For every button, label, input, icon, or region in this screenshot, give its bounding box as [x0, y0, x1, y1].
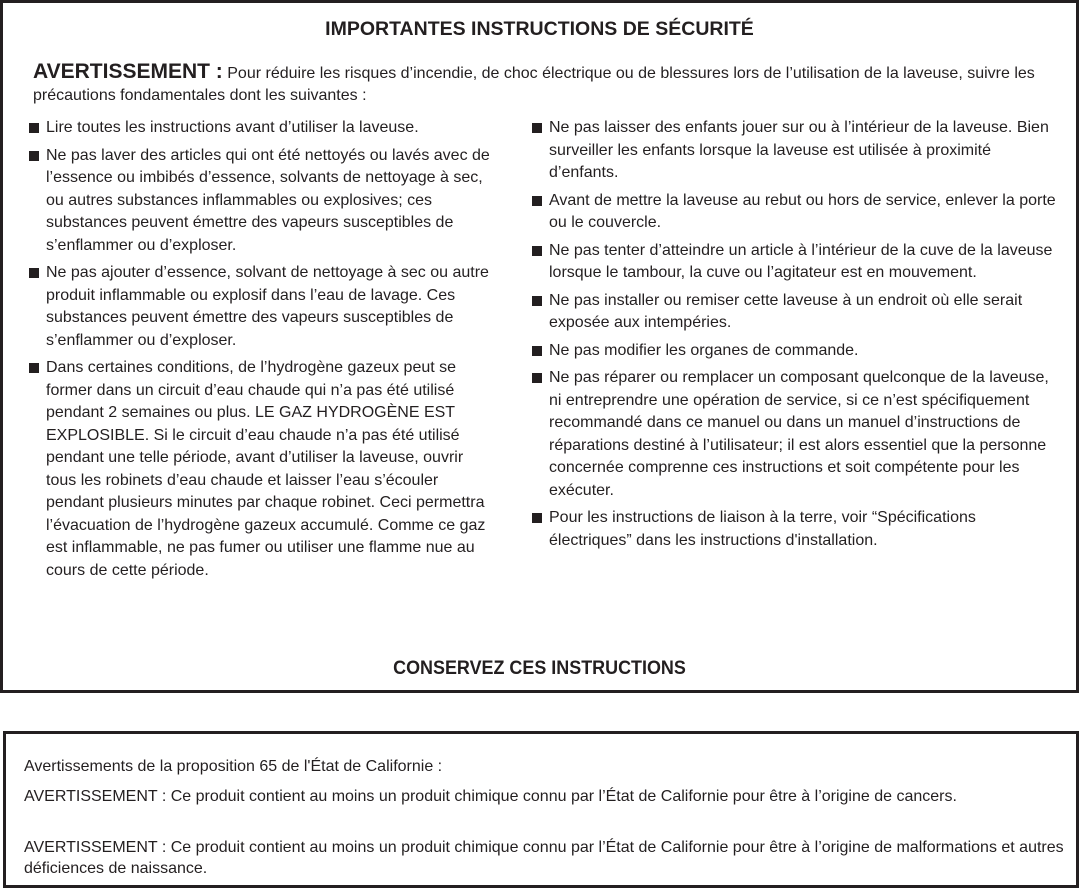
list-item: Pour les instructions de liaison à la terre, voir “Spécifications électriques” dans les instructions d'installation. [530, 507, 1060, 552]
list-item: Ne pas modifier les organes de commande. [530, 340, 1060, 363]
square-bullet-icon [29, 268, 39, 278]
safety-title: IMPORTANTES INSTRUCTIONS DE SÉCURITÉ [325, 18, 754, 40]
square-bullet-icon [532, 513, 542, 523]
square-bullet-icon [29, 363, 39, 373]
square-bullet-icon [532, 123, 542, 133]
list-item: Dans certaines conditions, de l’hydrogène gazeux peut se former dans un circuit d’eau chaude qui n’a pas été utilisé pendant 2 semaines ou plus. LE GAZ HYDROGÈNE EST EXPLOSIBLE. Si le circuit d’eau chaude n’a pas été utilisé pendant une telle période, avant d’utiliser la laveuse, ouvrir tous les robinets d’eau chaude et laisser l’eau s’écouler pendant plusieurs minutes par chaque robinet. Ceci permettra l’évacuation de l’hydrogène gazeux accumulé. Comme ce gaz est inflammable, ne pas fumer ou utiliser une flamme nue au cours de cette période. [27, 357, 497, 582]
square-bullet-icon [532, 296, 542, 306]
list-item: Ne pas installer ou remiser cette laveuse à un endroit où elle serait exposée aux intempéries. [530, 290, 1060, 335]
square-bullet-icon [532, 373, 542, 383]
list-item: Ne pas laisser des enfants jouer sur ou à l’intérieur de la laveuse. Bien surveiller les enfants lorsque la laveuse est utilisée à proximité d’enfants. [530, 117, 1060, 185]
left-column [27, 117, 497, 587]
square-bullet-icon [532, 246, 542, 256]
list-item: Ne pas laver des articles qui ont été nettoyés ou lavés avec de l’essence ou imbibés d’essence, solvants de nettoyage à sec, ou autres substances inflammables ou explosives; ces substances peuvent émettre des vapeurs susceptibles de s’enflammer ou d’exploser. [27, 145, 497, 258]
warning-text: Pour réduire les risques d’incendie, de choc électrique ou de blessures lors de l’utilisation de la laveuse, suivre les précautions fondamentales dont les suivantes : [33, 65, 1035, 104]
square-bullet-icon [532, 196, 542, 206]
square-bullet-icon [29, 151, 39, 161]
list-item: Ne pas tenter d’atteindre un article à l’intérieur de la cuve de la laveuse lorsque le tambour, la cuve ou l’agitateur est en mouvement. [530, 240, 1060, 285]
prop65-warning-box [3, 731, 1079, 888]
right-column [530, 117, 1060, 557]
square-bullet-icon [532, 346, 542, 356]
list-item: Avant de mettre la laveuse au rebut ou hors de service, enlever la porte ou le couvercle. [530, 190, 1060, 235]
list-item: Lire toutes les instructions avant d’utiliser la laveuse. [27, 117, 497, 140]
prop65-heading: Avertissements de la proposition 65 de l'État de Californie : [24, 758, 443, 775]
list-item: Ne pas réparer ou remplacer un composant quelconque de la laveuse, ni entreprendre une opération de service, si ce n’est spécifiquement recommandé dans ce manuel ou dans un manuel d’instructions de réparations destiné à l’utilisateur; il est alors essentiel que la personne concernée comprenne ces instructions et soit compétente pour les exécuter. [530, 367, 1060, 502]
warning-lead: AVERTISSEMENT : [33, 60, 223, 83]
square-bullet-icon [29, 123, 39, 133]
prop65-birth-defects-warning: AVERTISSEMENT : Ce produit contient au moins un produit chimique connu par l’État de Californie pour être à l’origine de malformations et autres déficiences de naissance. [24, 839, 1064, 877]
prop65-cancer-warning: AVERTISSEMENT : Ce produit contient au moins un produit chimique connu par l’État de Californie pour être à l’origine de cancers. [24, 788, 957, 805]
list-item: Ne pas ajouter d’essence, solvant de nettoyage à sec ou autre produit inflammable ou explosif dans l’eau de lavage. Ces substances peuvent émettre des vapeurs susceptibles de s’enflammer ou d’exploser. [27, 262, 497, 352]
save-instructions-heading: CONSERVEZ CES INSTRUCTIONS [393, 657, 686, 679]
safety-warning-intro [33, 61, 1053, 107]
